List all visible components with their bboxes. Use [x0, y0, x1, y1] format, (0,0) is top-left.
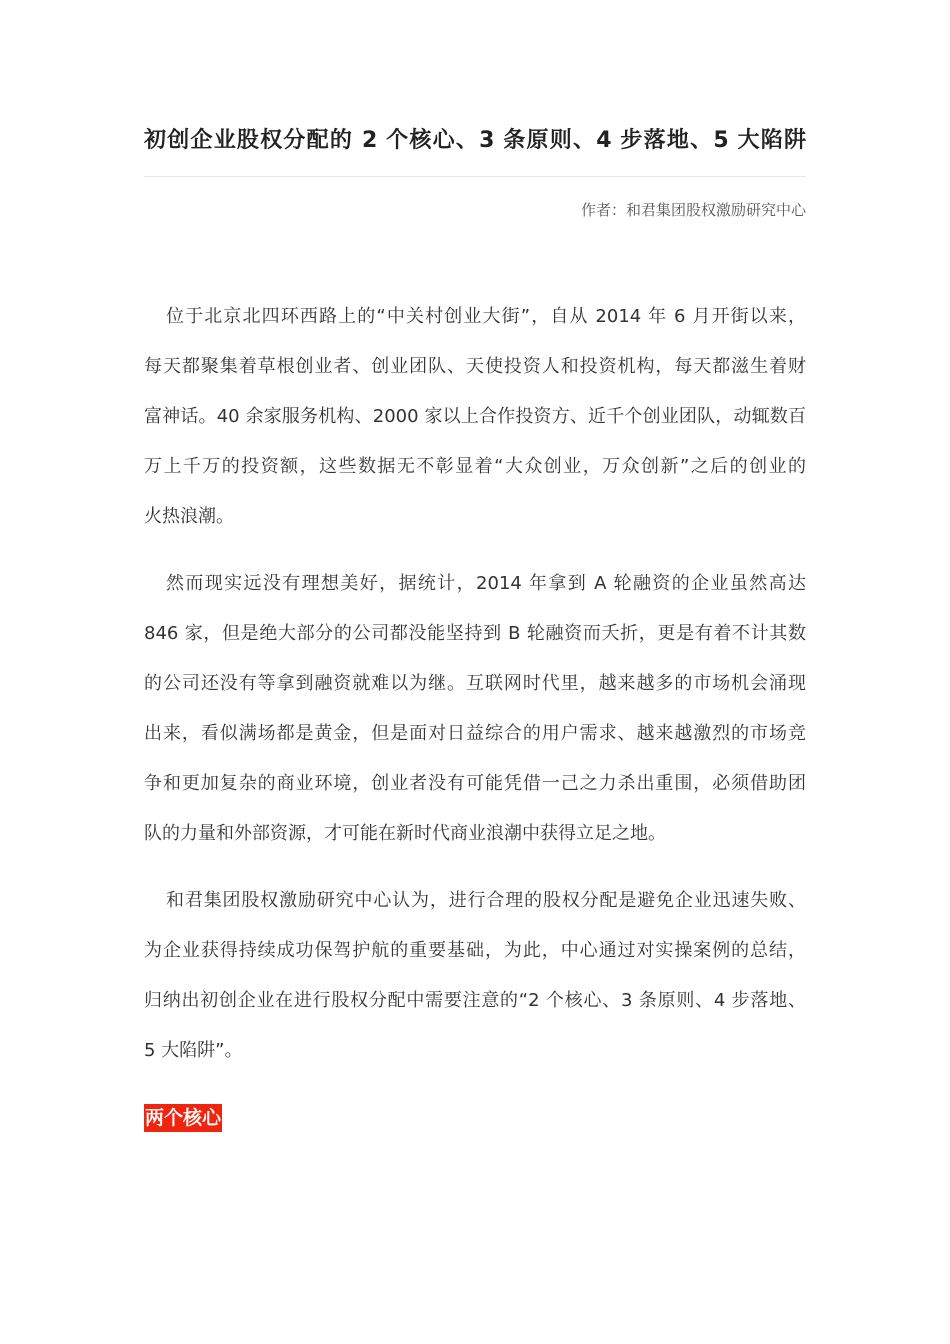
paragraph-3	[144, 876, 806, 1076]
paragraph-line: 归纳出初创企业在进行股权分配中需要注意的“2 个核心、3 条原则、4 步落地、	[144, 990, 806, 1011]
paragraph-1	[144, 292, 806, 542]
author-line: 作者：和君集团股权激励研究中心	[580, 201, 806, 219]
paragraph-line: 5 大陷阱”。	[144, 1040, 243, 1061]
paragraph-line: 争和更加复杂的商业环境，创业者没有可能凭借一己之力杀出重围，必须借助团	[144, 773, 806, 794]
title-divider	[144, 176, 806, 177]
paragraph-line: 富神话。40 余家服务机构、2000 家以上合作投资方、近千个创业团队，动辄数百	[144, 406, 806, 427]
paragraph-line: 万上千万的投资额，这些数据无不彰显着“大众创业，万众创新”之后的创业的	[144, 456, 806, 477]
section-heading: 两个核心	[144, 1104, 222, 1132]
page-title: 初创企业股权分配的 2 个核心、3 条原则、4 步落地、5 大陷阱	[144, 128, 806, 153]
paragraph-line: 846 家，但是绝大部分的公司都没能坚持到 B 轮融资而夭折，更是有着不计其数	[144, 623, 806, 644]
paragraph-line: 每天都聚集着草根创业者、创业团队、天使投资人和投资机构，每天都滋生着财	[144, 356, 806, 377]
paragraph-line: 出来，看似满场都是黄金，但是面对日益综合的用户需求、越来越激烈的市场竞	[144, 723, 806, 744]
paragraph-line: 的公司还没有等拿到融资就难以为继。互联网时代里，越来越多的市场机会涌现	[144, 673, 806, 694]
paragraph-line: 位于北京北四环西路上的“中关村创业大街”，自从 2014 年 6 月开街以来，	[166, 306, 806, 327]
paragraph-line: 队的力量和外部资源，才可能在新时代商业浪潮中获得立足之地。	[144, 823, 666, 844]
paragraph-line: 然而现实远没有理想美好，据统计，2014 年拿到 A 轮融资的企业虽然高达	[166, 573, 806, 594]
paragraph-line: 为企业获得持续成功保驾护航的重要基础，为此，中心通过对实操案例的总结，	[144, 940, 806, 961]
paragraph-line: 火热浪潮。	[144, 506, 234, 527]
paragraph-line: 和君集团股权激励研究中心认为，进行合理的股权分配是避免企业迅速失败、	[166, 890, 806, 911]
paragraph-2	[144, 559, 806, 859]
